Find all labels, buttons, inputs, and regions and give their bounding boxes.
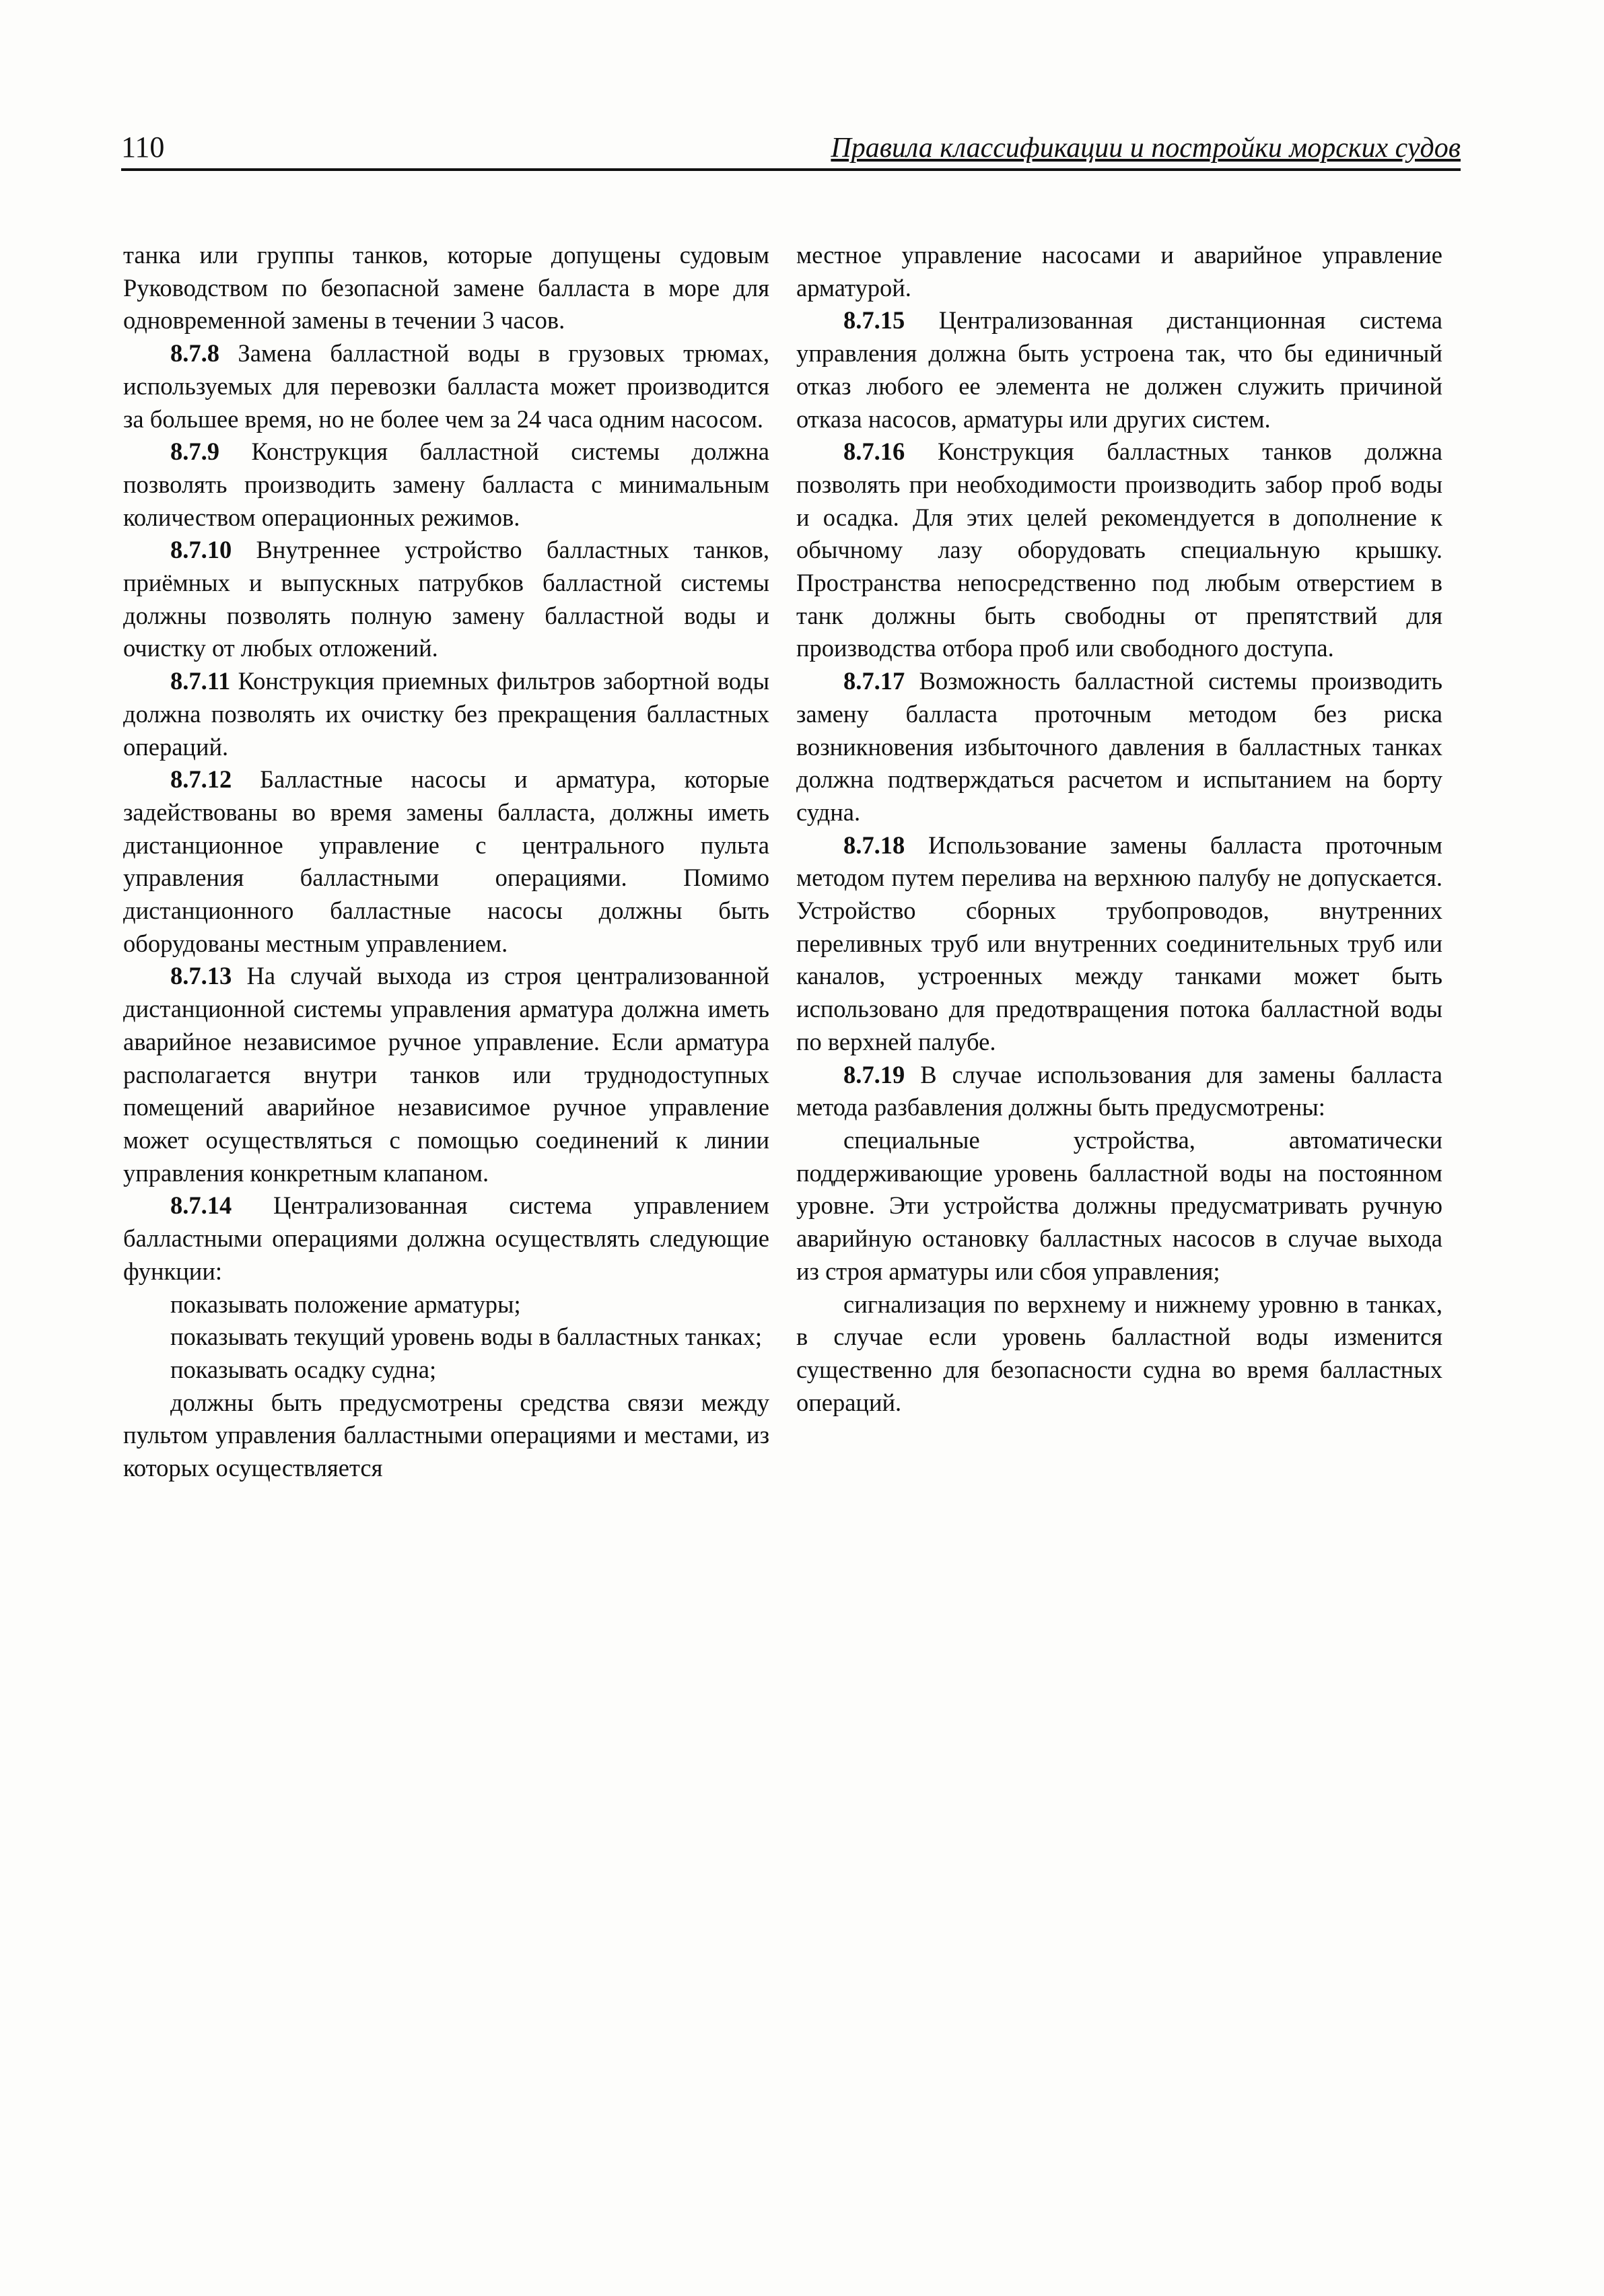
clause-8-7-14: 8.7.14 Централизованная система управлением балластными операциями должна осуществлять следующие функции: xyxy=(123,1191,769,1285)
clause-8-7-19: 8.7.19 В случае использования для замены балласта метода разбавления должны быть предусмотрены: xyxy=(796,1060,1442,1121)
clause-number: 8.7.13 xyxy=(170,962,232,990)
page-header xyxy=(121,128,1461,171)
left-column xyxy=(123,239,769,1485)
list-item: должны быть предусмотрены средства связи между пультом управления балластными операциями и местами, из которых осуществляется xyxy=(123,1388,769,1482)
clause-number: 8.7.14 xyxy=(170,1191,232,1220)
list-item: сигнализация по верхнему и нижнему уровню в танках, в случае если уровень балластной воды изменится существенно для безопасности судна во время балластных операций. xyxy=(796,1290,1442,1416)
list-item: показывать осадку судна; xyxy=(170,1355,437,1383)
clause-8-7-16: 8.7.16 Конструкция балластных танков должна позволять при необходимости производить забор проб воды и осадка. Для этих целей рекомендуется в дополнение к обычному лазу оборудовать специальную крышку. Пространства непосредственно под любым отверстием в танк должны быть свободны от препятствий для производства отбора проб или свободного доступа. xyxy=(796,438,1442,662)
list-item: специальные устройства, автоматически поддерживающие уровень балластной воды на постоянном уровне. Эти устройства должны предусматривать ручную аварийную остановку балластных насосов в случае выхода из строя арматуры или сбоя управления; xyxy=(796,1125,1442,1285)
clause-number: 8.7.18 xyxy=(843,831,905,859)
clause-8-7-9: 8.7.9 Конструкция балластной системы должна позволять производить замену балласта с минимальным количеством операционных режимов. xyxy=(123,438,769,531)
clause-number: 8.7.17 xyxy=(843,667,905,695)
clause-number: 8.7.15 xyxy=(843,306,905,335)
clause-number: 8.7.11 xyxy=(170,667,231,695)
clause-number: 8.7.10 xyxy=(170,536,232,564)
clause-number: 8.7.9 xyxy=(170,438,219,466)
clause-8-7-12: 8.7.12 Балластные насосы и арматура, которые задействованы во время замены балласта, должны иметь дистанционное управление с центрального пульта управления балластными операциями. Помимо дистанционного балластные насосы должны быть оборудованы местным управлением. xyxy=(123,765,769,957)
clause-number: 8.7.12 xyxy=(170,765,232,794)
clause-8-7-15: 8.7.15 Централизованная дистанционная система управления должна быть устроена так, что бы единичный отказ любого ее элемента не должен служить причиной отказа насосов, арматуры или других систем. xyxy=(796,306,1442,433)
clause-number: 8.7.16 xyxy=(843,438,905,466)
page-number: 110 xyxy=(121,131,165,164)
list-item: показывать текущий уровень воды в балластных танках; xyxy=(170,1323,762,1351)
clause-8-7-17: 8.7.17 Возможность балластной системы производить замену балласта проточным методом без риска возникновения избыточного давления в балластных танках должна подтверждаться расчетом и испытанием на борту судна. xyxy=(796,667,1442,826)
clause-number: 8.7.19 xyxy=(843,1060,905,1088)
clause-8-7-18: 8.7.18 Использование замены балласта проточным методом путем перелива на верхнюю палубу не допускается. Устройство сборных трубопроводов, внутренних переливных труб или внутренних соединительных труб или каналов, устроенных между танками может быть использовано для предотвращения потока балластной воды по верхней палубе. xyxy=(796,831,1442,1055)
clause-8-7-10: 8.7.10 Внутреннее устройство балластных танков, приёмных и выпускных патрубков балластной системы должны позволять полную замену балластной воды и очистку от любых отложений. xyxy=(123,536,769,662)
clause-8-7-11: 8.7.11 Конструкция приемных фильтров забортной воды должна позволять их очистку без прекращения балластных операций. xyxy=(123,667,769,761)
running-title: Правила классификации и постройки морских судов xyxy=(831,133,1461,164)
clause-8-7-8: 8.7.8 Замена балластной воды в грузовых трюмах, используемых для перевозки балласта может производится за большее время, но не более чем за 24 часа одним насосом. xyxy=(123,339,769,433)
list-item: показывать положение арматуры; xyxy=(170,1290,521,1318)
clause-number: 8.7.8 xyxy=(170,339,219,368)
right-column xyxy=(796,239,1442,1419)
clause-8-7-13: 8.7.13 На случай выхода из строя централизованной дистанционной системы управления арматура должна иметь аварийное независимое ручное управление. Если арматура располагается внутри танков или труднодоступных помещений аварийное независимое ручное управление может осуществляться с помощью соединений к линии управления конкретным клапаном. xyxy=(123,962,769,1187)
paragraph: местное управление насосами и аварийное управление арматурой. xyxy=(796,241,1442,302)
paragraph: танка или группы танков, которые допущены судовым Руководством по безопасной замене балласта в море для одновременной замены в течении 3 часов. xyxy=(123,241,769,335)
